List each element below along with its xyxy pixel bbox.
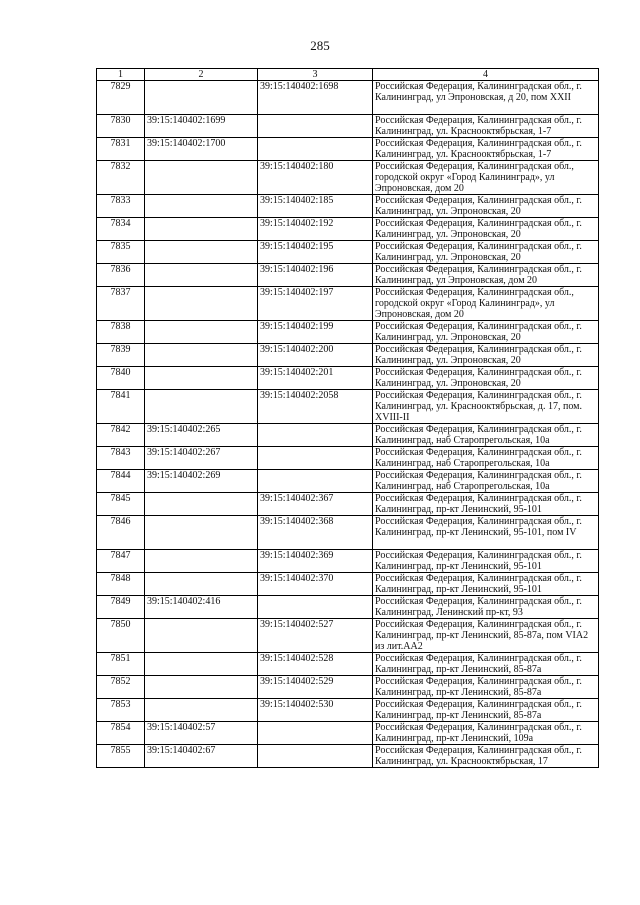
row-number-cell: 7855 [97, 745, 145, 768]
row-number-cell: 7830 [97, 115, 145, 138]
row-number-cell: 7840 [97, 367, 145, 390]
table-row [97, 344, 599, 367]
address-cell: Российская Федерация, Калининградская обл., г. Калининград, пр-кт Ленинский, 85-87а [373, 653, 599, 676]
row-number-cell: 7836 [97, 264, 145, 287]
address-cell: Российская Федерация, Калининградская обл., г. Калининград, ул Эпроновская, д 20, пом XXII [373, 81, 599, 115]
row-number-cell: 7832 [97, 161, 145, 195]
row-number-cell: 7847 [97, 550, 145, 573]
address-cell: Российская Федерация, Калининградская обл., г. Калининград, ул. Эпроновская, 20 [373, 218, 599, 241]
address-cell: Российская Федерация, Калининградская обл., г. Калининград, ул. Краснооктябрьская, д. 17, пом. XVIII-II [373, 390, 599, 424]
object-cadastral-number-cell: 39:15:140402:200 [258, 344, 373, 367]
table-row [97, 699, 599, 722]
object-cadastral-number-cell [258, 745, 373, 768]
cadastral-number-cell [145, 264, 258, 287]
object-cadastral-number-cell [258, 424, 373, 447]
address-cell: Российская Федерация, Калининградская обл., г. Калининград, пр-кт Ленинский, 95-101 [373, 573, 599, 596]
row-number-cell: 7852 [97, 676, 145, 699]
address-cell: Российская Федерация, Калининградская обл., г. Калининград, ул. Эпроновская, 20 [373, 241, 599, 264]
cadastral-number-cell: 39:15:140402:67 [145, 745, 258, 768]
cadastral-number-cell [145, 699, 258, 722]
table-row [97, 81, 599, 115]
row-number-cell: 7834 [97, 218, 145, 241]
cadastral-number-cell [145, 321, 258, 344]
column-header: 2 [145, 69, 258, 81]
address-cell: Российская Федерация, Калининградская обл., г. Калининград, пр-кт Ленинский, 85-87а [373, 699, 599, 722]
table-row [97, 619, 599, 653]
table-row [97, 287, 599, 321]
object-cadastral-number-cell [258, 470, 373, 493]
object-cadastral-number-cell: 39:15:140402:185 [258, 195, 373, 218]
registry-table [96, 68, 599, 768]
object-cadastral-number-cell: 39:15:140402:1698 [258, 81, 373, 115]
table-header-row [97, 69, 599, 81]
object-cadastral-number-cell [258, 596, 373, 619]
table-row [97, 653, 599, 676]
row-number-cell: 7835 [97, 241, 145, 264]
table-row [97, 218, 599, 241]
table-row [97, 390, 599, 424]
object-cadastral-number-cell: 39:15:140402:368 [258, 516, 373, 550]
row-number-cell: 7839 [97, 344, 145, 367]
cadastral-number-cell: 39:15:140402:1699 [145, 115, 258, 138]
table-row [97, 161, 599, 195]
object-cadastral-number-cell: 39:15:140402:192 [258, 218, 373, 241]
column-header: 4 [373, 69, 599, 81]
address-cell: Российская Федерация, Калининградская обл., г. Калининград, ул. Эпроновская, 20 [373, 195, 599, 218]
table-row [97, 596, 599, 619]
cadastral-number-cell [145, 241, 258, 264]
row-number-cell: 7853 [97, 699, 145, 722]
cadastral-number-cell [145, 81, 258, 115]
cadastral-number-cell: 39:15:140402:265 [145, 424, 258, 447]
cadastral-number-cell [145, 195, 258, 218]
table-row [97, 424, 599, 447]
table-row [97, 516, 599, 550]
address-cell: Российская Федерация, Калининградская обл., городской округ «Город Калининград», ул Эпроновская, дом 20 [373, 161, 599, 195]
address-cell: Российская Федерация, Калининградская обл., г. Калининград, пр-кт Ленинский, 85-87а, пом VIA2 из лит.АА2 [373, 619, 599, 653]
cadastral-number-cell [145, 390, 258, 424]
row-number-cell: 7841 [97, 390, 145, 424]
object-cadastral-number-cell: 39:15:140402:528 [258, 653, 373, 676]
cadastral-number-cell [145, 619, 258, 653]
address-cell: Российская Федерация, Калининградская обл., г. Калининград, Ленинский пр-кт, 93 [373, 596, 599, 619]
object-cadastral-number-cell: 39:15:140402:527 [258, 619, 373, 653]
table-row [97, 745, 599, 768]
address-cell: Российская Федерация, Калининградская обл., г. Калининград, ул. Эпроновская, 20 [373, 344, 599, 367]
row-number-cell: 7854 [97, 722, 145, 745]
table-row [97, 550, 599, 573]
table-body [97, 81, 599, 768]
address-cell: Российская Федерация, Калининградская обл., г. Калининград, пр-кт Ленинский, 95-101 [373, 493, 599, 516]
address-cell: Российская Федерация, Калининградская обл., г. Калининград, пр-кт Ленинский, 95-101, пом IV [373, 516, 599, 550]
object-cadastral-number-cell: 39:15:140402:530 [258, 699, 373, 722]
row-number-cell: 7842 [97, 424, 145, 447]
cadastral-number-cell: 39:15:140402:57 [145, 722, 258, 745]
table-row [97, 367, 599, 390]
object-cadastral-number-cell: 39:15:140402:369 [258, 550, 373, 573]
row-number-cell: 7849 [97, 596, 145, 619]
address-cell: Российская Федерация, Калининградская обл., г. Калининград, наб Старопрегольская, 10а [373, 447, 599, 470]
page-number: 285 [310, 38, 330, 53]
address-cell: Российская Федерация, Калининградская обл., г. Калининград, наб Старопрегольская, 10а [373, 470, 599, 493]
row-number-cell: 7843 [97, 447, 145, 470]
cadastral-number-cell [145, 550, 258, 573]
object-cadastral-number-cell [258, 138, 373, 161]
address-cell: Российская Федерация, Калининградская обл., г. Калининград, ул. Эпроновская, 20 [373, 321, 599, 344]
address-cell: Российская Федерация, Калининградская обл., городской округ «Город Калининград», ул Эпроновская, дом 20 [373, 287, 599, 321]
row-number-cell: 7846 [97, 516, 145, 550]
object-cadastral-number-cell [258, 447, 373, 470]
object-cadastral-number-cell: 39:15:140402:370 [258, 573, 373, 596]
row-number-cell: 7850 [97, 619, 145, 653]
table-row [97, 676, 599, 699]
address-cell: Российская Федерация, Калининградская обл., г. Калининград, ул. Эпроновская, 20 [373, 367, 599, 390]
table-row [97, 264, 599, 287]
cadastral-number-cell: 39:15:140402:416 [145, 596, 258, 619]
address-cell: Российская Федерация, Калининградская обл., г. Калининград, ул. Краснооктябрьская, 1-7 [373, 138, 599, 161]
row-number-cell: 7844 [97, 470, 145, 493]
object-cadastral-number-cell: 39:15:140402:195 [258, 241, 373, 264]
object-cadastral-number-cell: 39:15:140402:196 [258, 264, 373, 287]
column-header: 1 [97, 69, 145, 81]
row-number-cell: 7833 [97, 195, 145, 218]
object-cadastral-number-cell: 39:15:140402:367 [258, 493, 373, 516]
cadastral-number-cell [145, 653, 258, 676]
cadastral-number-cell [145, 516, 258, 550]
cadastral-number-cell [145, 344, 258, 367]
cadastral-number-cell: 39:15:140402:1700 [145, 138, 258, 161]
cadastral-number-cell: 39:15:140402:267 [145, 447, 258, 470]
table-row [97, 447, 599, 470]
row-number-cell: 7848 [97, 573, 145, 596]
table-row [97, 241, 599, 264]
cadastral-number-cell [145, 676, 258, 699]
cadastral-number-cell [145, 161, 258, 195]
object-cadastral-number-cell: 39:15:140402:201 [258, 367, 373, 390]
cadastral-number-cell: 39:15:140402:269 [145, 470, 258, 493]
row-number-cell: 7845 [97, 493, 145, 516]
object-cadastral-number-cell: 39:15:140402:199 [258, 321, 373, 344]
object-cadastral-number-cell [258, 722, 373, 745]
address-cell: Российская Федерация, Калининградская обл., г. Калининград, ул. Краснооктябрьская, 1-7 [373, 115, 599, 138]
object-cadastral-number-cell [258, 115, 373, 138]
row-number-cell: 7838 [97, 321, 145, 344]
address-cell: Российская Федерация, Калининградская обл., г. Калининград, ул Эпроновская, дом 20 [373, 264, 599, 287]
cadastral-number-cell [145, 367, 258, 390]
row-number-cell: 7829 [97, 81, 145, 115]
object-cadastral-number-cell: 39:15:140402:2058 [258, 390, 373, 424]
table-row [97, 573, 599, 596]
row-number-cell: 7837 [97, 287, 145, 321]
object-cadastral-number-cell: 39:15:140402:197 [258, 287, 373, 321]
cadastral-number-cell [145, 573, 258, 596]
table-row [97, 321, 599, 344]
table-row [97, 722, 599, 745]
cadastral-number-cell [145, 218, 258, 241]
table-row [97, 195, 599, 218]
address-cell: Российская Федерация, Калининградская обл., г. Калининград, наб Старопрегольская, 10а [373, 424, 599, 447]
table-row [97, 470, 599, 493]
cadastral-number-cell [145, 287, 258, 321]
cadastral-number-cell [145, 493, 258, 516]
table-row [97, 493, 599, 516]
object-cadastral-number-cell: 39:15:140402:180 [258, 161, 373, 195]
row-number-cell: 7851 [97, 653, 145, 676]
row-number-cell: 7831 [97, 138, 145, 161]
address-cell: Российская Федерация, Калининградская обл., г. Калининград, ул. Краснооктябрьская, 17 [373, 745, 599, 768]
column-header: 3 [258, 69, 373, 81]
address-cell: Российская Федерация, Калининградская обл., г. Калининград, пр-кт Ленинский, 95-101 [373, 550, 599, 573]
table-row [97, 138, 599, 161]
address-cell: Российская Федерация, Калининградская обл., г. Калининград, пр-кт Ленинский, 109а [373, 722, 599, 745]
object-cadastral-number-cell: 39:15:140402:529 [258, 676, 373, 699]
address-cell: Российская Федерация, Калининградская обл., г. Калининград, пр-кт Ленинский, 85-87а [373, 676, 599, 699]
table-row [97, 115, 599, 138]
